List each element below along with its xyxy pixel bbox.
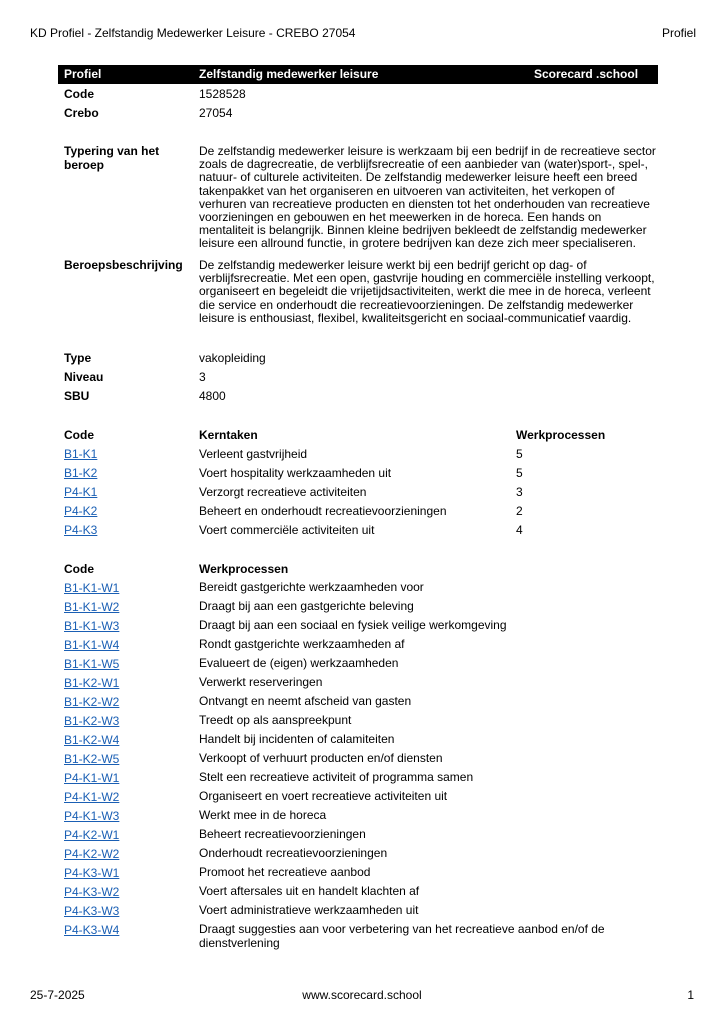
table-row [0,695,724,714]
kerntaak-werkprocessen-count: 5 [516,466,523,480]
typering-text: De zelfstandig medewerker leisure is werkzaam bij een bedrijf in de recreatieve sector zoals de dagrecreatie, de verblijfsrecreatie of een aanbieder van (water)sport-, spel-, natuur- of culturele activiteiten. De zelfstandig medewerker leisure heeft een breed takenpakket van het organiseren en uitvoeren van activiteiten, het verkopen of verhuren van recreatieve producten en diensten tot het onderhouden van recreatieve voorzieningen en gebouwen en het meewerken in de horeca. Een hands on mentaliteit is belangrijk. Binnen kleine bedrijven bekleedt de zelfstandig medewerker leisure een allround functie, in grotere bedrijven kan deze zich meer specialiseren. [199,144,656,251]
table-row [0,600,724,619]
kerntaak-werkprocessen-count: 3 [516,485,523,499]
code-label: Code [64,87,94,101]
werkproces-name: Voert administratieve werkzaamheden uit [199,903,419,917]
code-value: 1528528 [199,87,246,101]
werkproces-code-link[interactable]: P4-K3-W2 [64,885,120,899]
kerntaak-name: Voert hospitality werkzaamheden uit [199,466,392,480]
sbu-value: 4800 [199,389,226,403]
table-row [0,847,724,866]
table-row [0,828,724,847]
kerntaak-name: Verzorgt recreatieve activiteiten [199,485,367,499]
werkproces-code-link[interactable]: P4-K2-W1 [64,828,120,842]
werkproces-name: Treedt op als aanspreekpunt [199,713,352,727]
crebo-label: Crebo [64,106,99,120]
werkproces-code-link[interactable]: B1-K1-W5 [64,657,120,671]
werkprocessen-header-name: Werkprocessen [199,562,289,576]
footer-date: 25-7-2025 [30,988,85,1002]
werkproces-code-link[interactable]: B1-K2-W2 [64,695,120,709]
table-row [0,447,724,466]
kerntaak-code-link[interactable]: P4-K2 [64,504,98,518]
werkproces-code-link[interactable]: P4-K2-W2 [64,847,120,861]
werkproces-name: Organiseert en voert recreatieve activiteiten uit [199,789,448,803]
table-row [0,733,724,752]
werkproces-code-link[interactable]: P4-K3-W4 [64,923,120,937]
werkproces-name: Onderhoudt recreatievoorzieningen [199,846,388,860]
werkproces-name: Voert aftersales uit en handelt klachten af [199,884,420,898]
werkproces-code-link[interactable]: B1-K2-W4 [64,733,120,747]
type-label: Type [64,351,92,365]
werkproces-code-link[interactable]: B1-K2-W3 [64,714,120,728]
banner-profile-name: Zelfstandig medewerker leisure [199,67,379,81]
werkproces-name: Stelt een recreatieve activiteit of programma samen [199,770,474,784]
werkproces-name: Draagt bij aan een sociaal en fysiek veilige werkomgeving [199,618,507,632]
table-row [0,771,724,790]
werkproces-name: Rondt gastgerichte werkzaamheden af [199,637,405,651]
banner-label: Profiel [64,67,102,81]
table-row [0,676,724,695]
table-row [0,904,724,923]
kerntaak-code-link[interactable]: P4-K3 [64,523,98,537]
table-row [0,885,724,904]
table-row [0,466,724,485]
table-row [0,504,724,523]
table-row [0,752,724,771]
niveau-label: Niveau [64,370,104,384]
werkproces-code-link[interactable]: B1-K1-W1 [64,581,120,595]
werkproces-name: Bereidt gastgerichte werkzaamheden voor [199,580,424,594]
kerntaak-name: Beheert en onderhoudt recreatievoorzieningen [199,504,447,518]
table-row [0,866,724,885]
beroepsbeschrijving-text: De zelfstandig medewerker leisure werkt bij een bedrijf gericht op dag- of verblijfsrecreatie. Met een open, gastvrije houding en commerciële instelling verkoopt, organiseert en begeleidt die vrijetijdsactiviteiten, werkt die mee in de horeca, verleent die service en onderhoudt die recreatievoorzieningen. De zelfstandig medewerker leisure is enthousiast, flexibel, kwaliteitsgericht en sociaal-communicatief vaardig. [199,258,655,325]
table-row [0,485,724,504]
werkproces-name: Verkoopt of verhuurt producten en/of diensten [199,751,443,765]
kerntaken-header-code: Code [64,428,94,442]
niveau-value: 3 [199,370,206,384]
werkproces-code-link[interactable]: P4-K3-W1 [64,866,120,880]
werkprocessen-header-code: Code [64,562,94,576]
werkproces-name: Evalueert de (eigen) werkzaamheden [199,656,399,670]
document-title: KD Profiel - Zelfstandig Medewerker Leisure - CREBO 27054 [30,26,356,40]
kerntaak-code-link[interactable]: P4-K1 [64,485,98,499]
kerntaak-werkprocessen-count: 4 [516,523,523,537]
werkproces-code-link[interactable]: P4-K1-W2 [64,790,120,804]
profile-banner [58,65,658,84]
crebo-value: 27054 [199,106,233,120]
kerntaak-name: Verleent gastvrijheid [199,447,308,461]
table-row [0,923,724,955]
werkproces-code-link[interactable]: B1-K1-W4 [64,638,120,652]
sbu-label: SBU [64,389,90,403]
kerntaak-werkprocessen-count: 5 [516,447,523,461]
table-row [0,638,724,657]
footer-site: www.scorecard.school [302,988,422,1002]
werkproces-name: Verwerkt reserveringen [199,675,323,689]
kerntaken-header-count: Werkprocessen [516,428,606,442]
document-section-label: Profiel [661,26,696,40]
werkproces-code-link[interactable]: P4-K1-W1 [64,771,120,785]
banner-brand: Scorecard .school [534,67,639,81]
werkproces-name: Handelt bij incidenten of calamiteiten [199,732,395,746]
werkproces-name: Promoot het recreatieve aanbod [199,865,371,879]
werkproces-code-link[interactable]: P4-K3-W3 [64,904,120,918]
werkproces-name: Werkt mee in de horeca [199,808,327,822]
kerntaken-header-name: Kerntaken [199,428,258,442]
table-row [0,809,724,828]
table-row [0,523,724,542]
type-value: vakopleiding [199,351,266,365]
werkproces-code-link[interactable]: B1-K2-W1 [64,676,120,690]
kerntaak-werkprocessen-count: 2 [516,504,523,518]
kerntaak-code-link[interactable]: B1-K2 [64,466,98,480]
werkproces-code-link[interactable]: B1-K1-W2 [64,600,120,614]
werkproces-name: Draagt suggesties aan voor verbetering van het recreatieve aanbod en/of de dienstverlening [199,922,605,950]
kerntaak-code-link[interactable]: B1-K1 [64,447,98,461]
table-row [0,657,724,676]
werkproces-code-link[interactable]: B1-K1-W3 [64,619,120,633]
typering-label: Typering van het beroep [64,144,160,172]
werkproces-code-link[interactable]: B1-K2-W5 [64,752,120,766]
footer-page-number: 1 [687,988,694,1002]
werkproces-name: Draagt bij aan een gastgerichte beleving [199,599,414,613]
beroepsbeschrijving-label: Beroepsbeschrijving [64,258,183,272]
table-row [0,581,724,600]
werkproces-name: Ontvangt en neemt afscheid van gasten [199,694,412,708]
werkproces-name: Beheert recreatievoorzieningen [199,827,366,841]
werkproces-code-link[interactable]: P4-K1-W3 [64,809,120,823]
table-row [0,790,724,809]
table-row [0,619,724,638]
table-row [0,714,724,733]
kerntaak-name: Voert commerciële activiteiten uit [199,523,375,537]
